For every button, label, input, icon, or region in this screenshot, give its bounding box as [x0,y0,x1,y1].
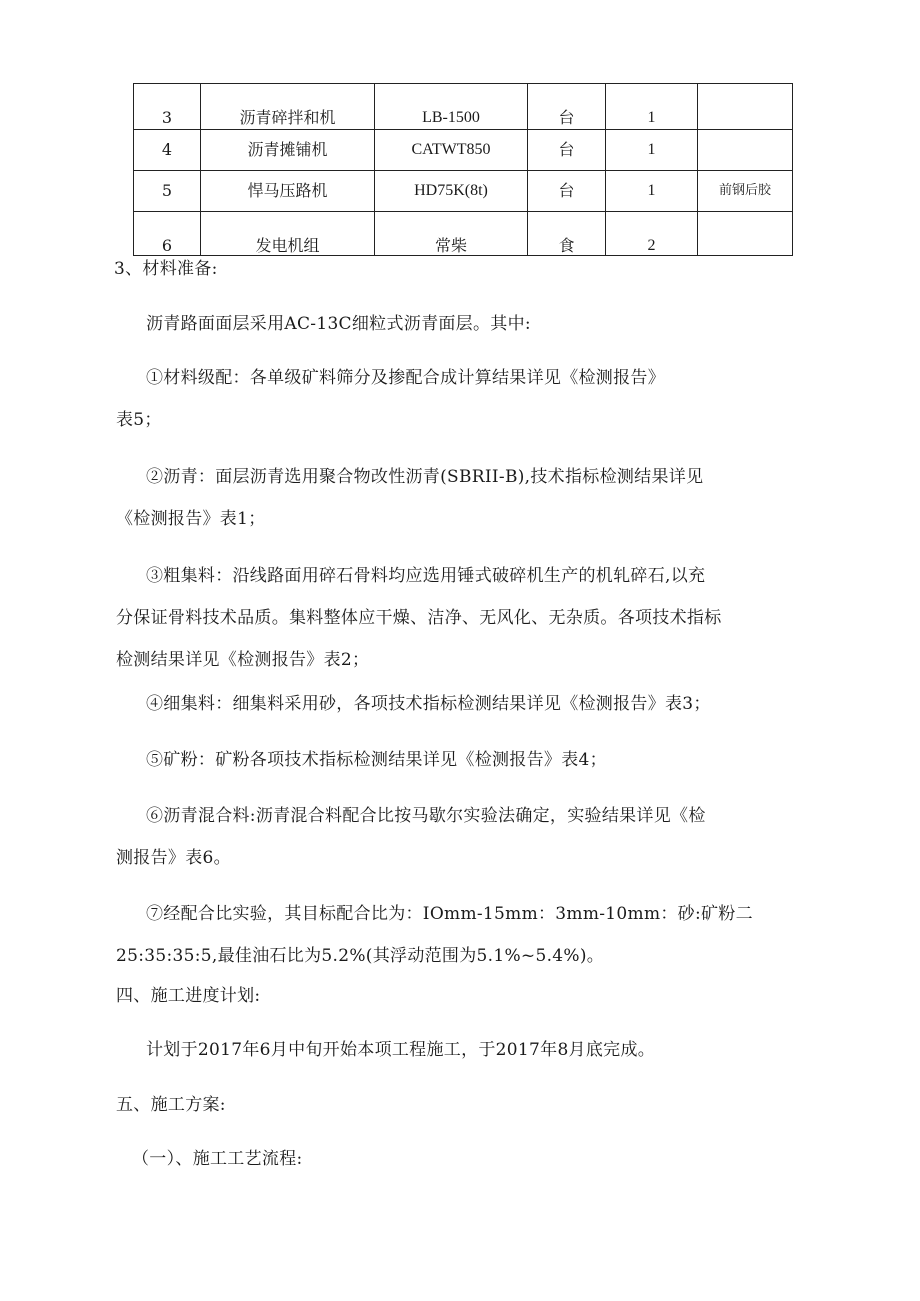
equipment-unit: 台 [528,171,606,212]
equipment-model: CATWT850 [375,130,528,171]
row-number: 4 [134,130,201,171]
equipment-name: 沥青摊铺机 [201,130,375,171]
table-row [134,212,793,256]
materials-heading: 3、材料准备: [114,259,218,279]
equipment-note [698,212,793,256]
schedule-heading: 四、施工进度计划: [116,986,261,1006]
material-item-mix-ratio: ⑦经配合比实验，其目标配合比为：IOmm-15mm：3mm-10mm：砂:矿粉二 25:35:35:5,最佳油石比为5.2%(其浮动范围为5.1%~5.4%)。 [116,904,753,966]
equipment-note [698,130,793,171]
process-flow-subheading: （一）、施工工艺流程: [132,1149,303,1169]
materials-intro: 沥青路面面层采用AC-13C细粒式沥青面层。其中: [146,314,531,334]
equipment-quantity: 1 [606,130,698,171]
material-item-coarse-aggregate: ③粗集料：沿线路面用碎石骨料均应选用锤式破碎机生产的机轧碎石,以充 分保证骨料技术品质。集料整体应干燥、洁净、无风化、无杂质。各项技术指标 检测结果详见《检测报告》表2； [116,566,722,670]
equipment-quantity: 2 [606,212,698,256]
equipment-model: LB-1500 [375,84,528,130]
equipment-quantity: 1 [606,171,698,212]
equipment-unit: 台 [528,130,606,171]
plan-heading: 五、施工方案: [116,1095,226,1115]
row-number: 3 [134,84,201,130]
equipment-unit: 台 [528,84,606,130]
table-row [134,130,793,171]
row-number: 5 [134,171,201,212]
equipment-quantity: 1 [606,84,698,130]
equipment-table [133,83,793,256]
material-item-mineral-powder: ⑤矿粉：矿粉各项技术指标检测结果详见《检测报告》表4； [146,750,607,770]
equipment-model: 常柴 [375,212,528,256]
equipment-note: 前钢后胶 [698,171,793,212]
row-number: 6 [134,212,201,256]
schedule-text: 计划于2017年6月中旬开始本项工程施工，于2017年8月底完成。 [146,1040,656,1060]
equipment-model: HD75K(8t) [375,171,528,212]
equipment-name: 发电机组 [201,212,375,256]
equipment-note [698,84,793,130]
equipment-name: 沥青碎拌和机 [201,84,375,130]
table-row [134,171,793,212]
material-item-fine-aggregate: ④细集料：细集料采用砂，各项技术指标检测结果详见《检测报告》表3； [146,694,711,714]
table-row [134,84,793,130]
equipment-name: 悍马压路机 [201,171,375,212]
material-item-gradation: ①材料级配：各单级矿料筛分及掺配合成计算结果详见《检测报告》 表5； [116,368,665,430]
material-item-mixture: ⑥沥青混合料:沥青混合料配合比按马歇尔实验法确定，实验结果详见《检 测报告》表6。 [116,806,706,868]
material-item-asphalt: ②沥青：面层沥青选用聚合物改性沥青(SBRII-B),技术指标检测结果详见 《检测报告》表1； [116,467,704,529]
equipment-unit: 食 [528,212,606,256]
